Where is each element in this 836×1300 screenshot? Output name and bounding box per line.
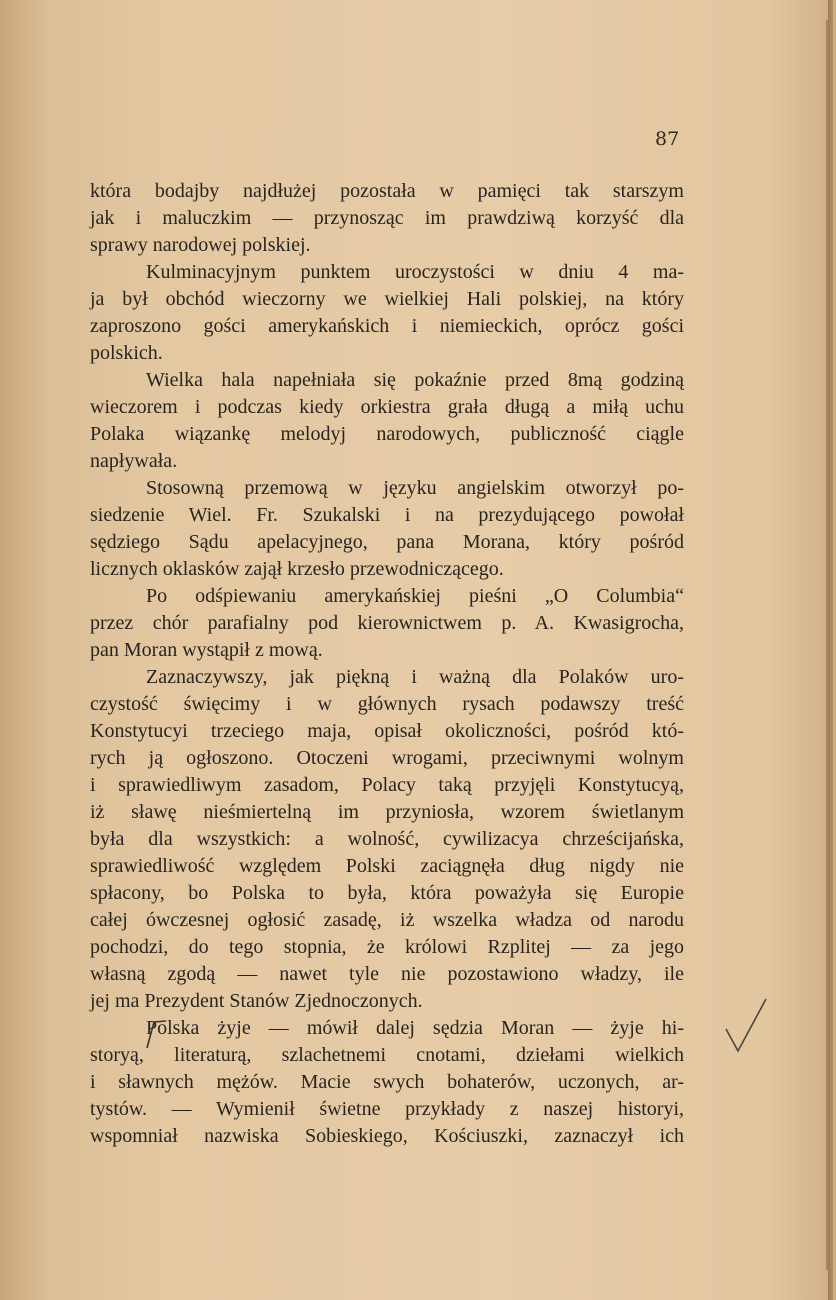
text-line: wspomniał nazwiska Sobieskiego, Kościuszki, zaznaczył ich [90, 1125, 684, 1147]
text-line: spłacony, bo Polska to była, która poważyła się Europie [90, 882, 684, 904]
text-line: licznych oklasków zajął krzesło przewodniczącego. [90, 558, 504, 580]
text-line: pan Moran wystąpił z mową. [90, 639, 323, 661]
text-line: ja był obchód wieczorny we wielkiej Hali polskiej, na który [90, 288, 684, 310]
text-line: własną zgodą — nawet tyle nie pozostawiono władzy, ile [90, 963, 684, 985]
text-line: sędziego Sądu apelacyjnego, pana Morana, który pośród [90, 531, 684, 553]
text-line: była dla wszystkich: a wolność, cywilizacya chrześcijańska, [90, 828, 684, 850]
text-line: czystość święcimy i w głównych rysach podawszy treść [90, 693, 684, 715]
pencil-checkmark-icon [722, 995, 772, 1055]
text-line: Zaznaczywszy, jak piękną i ważną dla Polaków uro- [146, 666, 684, 688]
text-line: tystów. — Wymienił świetne przykłady z naszej historyi, [90, 1098, 684, 1120]
text-line: Po odśpiewaniu amerykańskiej pieśni „O Columbia“ [146, 585, 684, 607]
text-line: Konstytucyi trzeciego maja, opisał okoliczności, pośród któ- [90, 720, 684, 742]
text-line: Wielka hala napełniała się pokaźnie przed 8mą godziną [146, 369, 684, 391]
text-line: Polaka wiązankę melodyj narodowych, publiczność ciągle [90, 423, 684, 445]
text-line: która bodajby najdłużej pozostała w pamięci tak starszym [90, 180, 684, 202]
page-number: 87 [655, 128, 680, 150]
body-text [90, 178, 684, 1150]
text-line: sprawiedliwość względem Polski zaciągnęła dług nigdy nie [90, 855, 684, 877]
text-line: jej ma Prezydent Stanów Zjednoczonych. [90, 990, 423, 1012]
text-line: całej ówczesnej ogłosić zasadę, iż wszelka władza od narodu [90, 909, 684, 931]
text-line: siedzenie Wiel. Fr. Szukalski i na prezydującego powołał [90, 504, 684, 526]
text-line: Polska żyje — mówił dalej sędzia Moran — żyje hi- [146, 1017, 684, 1039]
text-line: zaproszono gości amerykańskich i niemieckich, oprócz gości [90, 315, 684, 337]
text-line: Stosowną przemową w języku angielskim otworzył po- [146, 477, 684, 499]
text-line: pochodzi, do tego stopnia, że królowi Rzplitej — za jego [90, 936, 684, 958]
text-line: sprawy narodowej polskiej. [90, 234, 311, 256]
text-line: iż sławę nieśmiertelną im przyniosła, wzorem świetlanym [90, 801, 684, 823]
pencil-mark-icon [144, 1018, 168, 1050]
text-line: Kulminacyjnym punktem uroczystości w dniu 4 ma- [146, 261, 684, 283]
text-line: polskich. [90, 342, 163, 364]
text-line: rych ją ogłoszono. Otoczeni wrogami, przeciwnymi wolnym [90, 747, 684, 769]
text-line: wieczorem i podczas kiedy orkiestra grała długą a miłą uchu [90, 396, 684, 418]
text-line: i sprawiedliwym zasadom, Polacy taką przyjęli Konstytucyą, [90, 774, 684, 796]
page-edge-shadow [828, 0, 833, 1300]
text-line: jak i maluczkim — przynosząc im prawdziwą korzyść dla [90, 207, 684, 229]
text-line: i sławnych mężów. Macie swych bohaterów, uczonych, ar- [90, 1071, 684, 1093]
text-line: przez chór parafialny pod kierownictwem p. A. Kwasigrocha, [90, 612, 684, 634]
text-line: napływała. [90, 450, 178, 472]
text-line: storyą, literaturą, szlachetnemi cnotami, dziełami wielkich [90, 1044, 684, 1066]
